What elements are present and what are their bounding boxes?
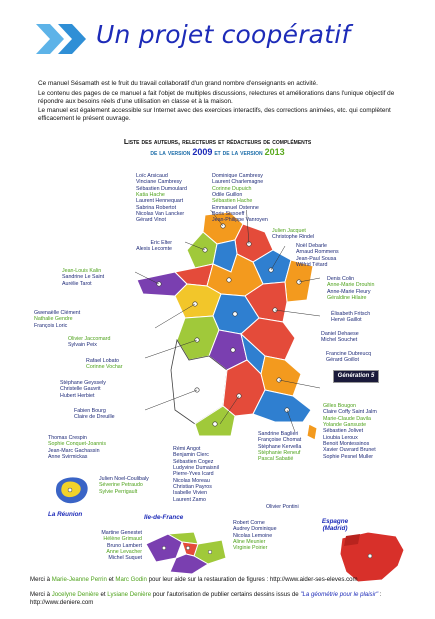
name-entry: Robert Corne <box>233 520 265 526</box>
name-entry: Séverine Petraudo <box>99 482 143 489</box>
name-entry: Christelle Gauvrit <box>60 386 101 393</box>
name-entry: Hervé Gaillot <box>331 317 362 324</box>
year-2013: 2013 <box>264 147 285 157</box>
name-entry: Nicolas Lemoine <box>233 532 273 539</box>
intro-paragraph: Le contenu des pages de ce manuel a fait l'objet de multiples discussions, relectures et améliorations dans l'unique objectif de répondre aux besoins réels d'une utilisation en classe et à la maison. <box>38 89 395 105</box>
name-entry: Sébastien Hache <box>212 198 253 205</box>
name-entry: Emmanuel Ostenne <box>212 204 259 211</box>
name-entry: Aurélie Tarot <box>62 280 92 287</box>
name-group <box>212 173 268 224</box>
name-entry: Vinciane Cambresy <box>136 179 182 186</box>
reunion-label: La Réunion <box>48 511 83 518</box>
name-group <box>331 311 370 324</box>
name-entry: Marie-Claude Davila <box>323 415 371 422</box>
name-entry: Merci à <box>30 576 50 583</box>
name-entry: Lysiane Denière <box>107 591 152 598</box>
name-entry: Bruno Lambert <box>106 542 142 549</box>
name-entry: "La géométrie pour le plaisir" <box>300 591 379 598</box>
name-entry: pour l'autorisation de publier certains dessins issus de <box>152 591 299 598</box>
name-entry: Gilles Bougon <box>323 403 356 409</box>
name-entry: Christian Payros <box>173 484 212 491</box>
name-entry: Marie-Jeanne Perrin <box>51 576 107 583</box>
name-entry: Martine Genestet <box>101 530 142 536</box>
name-group <box>136 173 187 224</box>
name-entry: Francine Dubreucq <box>326 351 372 357</box>
name-entry: Nicolas Van Lancker <box>136 211 185 218</box>
name-entry: Sébastien Jolivet <box>323 428 364 435</box>
intro-paragraph: Le manuel est également accessible sur Internet avec des exercices interactifs, des corrections animées, etc. qui complètent efficacement le présent ouvrage. <box>38 107 391 123</box>
name-entry: Laurent Zamo <box>173 496 206 503</box>
name-entry: Denis Colin <box>327 276 355 282</box>
name-entry: Rafael Lobato <box>86 358 119 364</box>
name-entry: Michel Suquet <box>108 555 142 562</box>
name-entry: Sandrine Baglieri <box>258 431 299 437</box>
name-group <box>120 240 172 253</box>
generation5-logo: Génération 5 <box>333 370 379 383</box>
name-entry: Sandrine Le Saint <box>62 274 105 281</box>
name-group <box>258 431 301 463</box>
name-entry: Daniel Dehaese <box>321 331 359 337</box>
name-entry: Julien Noel-Coulibaly <box>99 476 149 482</box>
name-entry: Virginie Poirier <box>233 545 268 552</box>
thanks-line-1 <box>30 576 358 584</box>
name-group <box>48 435 106 460</box>
name-entry: Audrey Dominique <box>233 526 277 533</box>
name-entry: Françoise Chomat <box>258 437 302 444</box>
name-entry: Noël Debarle <box>296 243 327 249</box>
name-entry: Gérard Goillot <box>326 357 359 364</box>
name-entry: Sophie Conquet-Joannis <box>48 441 107 448</box>
reunion-island <box>50 474 92 506</box>
name-entry: Stéphane Geyssely <box>60 380 106 386</box>
name-entry: Benoit Montessinos <box>323 441 370 448</box>
name-entry: Anne Svirmickas <box>48 454 88 461</box>
idf-label: Ile-de-France <box>144 514 184 521</box>
name-entry: pour leur aide sur la restauration de figures : http://www.aider-ses-eleves.com <box>148 576 358 583</box>
name-entry: Gwenaëlle Clément <box>34 310 81 316</box>
name-entry: Ludyvine Dumaisnil <box>173 465 219 472</box>
name-group <box>233 520 277 552</box>
name-entry: et <box>100 591 106 598</box>
name-entry: Sylvie Perrigault <box>99 488 138 495</box>
name-group <box>272 228 314 241</box>
name-entry: Hubert Herbiet <box>60 392 95 399</box>
name-entry: Stéphanie Reneuf <box>258 450 301 457</box>
name-entry: Pierre-Yves Icard <box>173 471 214 478</box>
name-group <box>326 351 371 364</box>
name-entry: Anne Levacher <box>106 549 142 556</box>
list-heading-line2 <box>40 147 395 159</box>
name-entry: Claire de Dreuille <box>74 414 115 421</box>
map-region <box>307 424 317 440</box>
name-entry: Stéphane Kervella <box>258 443 302 450</box>
name-group <box>62 268 104 287</box>
name-entry: Jean-Philippe Vanroyen <box>212 217 268 224</box>
name-entry: Corinne Dupuich <box>212 185 252 192</box>
name-entry: Claire Coffy Saint Jalm <box>323 409 377 416</box>
name-entry: Fabien Bourg <box>74 408 106 414</box>
page-title: Un projet coopératif <box>96 20 351 49</box>
name-entry: Espagne <box>321 518 349 525</box>
name-entry: Benjamin Clerc <box>173 452 209 459</box>
name-entry: Eric Elter <box>150 240 172 246</box>
thanks-line-2 <box>30 591 410 607</box>
idf-map <box>142 528 228 576</box>
name-entry: Odile Guillon <box>212 192 243 199</box>
name-group <box>99 476 149 495</box>
name-entry: Corinne Vochar <box>86 364 123 371</box>
year-2009: 2009 <box>192 147 213 157</box>
name-entry: François Loric <box>34 322 68 329</box>
name-entry: Loïc Arsicaud <box>136 173 168 179</box>
name-entry: Xavier Ouvrard Brunet <box>323 447 376 454</box>
list-heading <box>40 137 395 159</box>
name-entry: Arnaud Rommens <box>296 249 339 256</box>
name-entry: Olivier Pontini <box>266 504 299 510</box>
name-entry: Michel Souchet <box>321 337 358 344</box>
name-entry: Jean-Marc Gachassin <box>48 447 100 454</box>
name-entry: Sébastien Dumoulard <box>136 185 187 192</box>
name-entry: Yolande Gansuste <box>323 422 367 429</box>
name-entry: de la version <box>150 150 191 157</box>
list-heading-line1: Liste des auteurs, relecteurs et rédacteurs de compléments <box>123 137 312 146</box>
name-entry: Gérard Vinot <box>136 217 166 224</box>
name-entry: Wilfrid Tétard <box>296 262 328 269</box>
name-group <box>296 243 339 268</box>
name-entry: Sophie Pesnel Muller <box>323 453 374 460</box>
name-entry: Rémi Angot <box>173 446 201 452</box>
name-entry: et de la version <box>214 150 263 157</box>
name-group <box>323 403 377 460</box>
name-entry: Jean-Paul Sousa <box>296 255 337 262</box>
name-entry: Sébastien Cogez <box>173 458 214 465</box>
name-entry: Hélène Grimaud <box>103 536 142 543</box>
name-group <box>60 380 106 399</box>
name-group <box>74 408 115 421</box>
intro-text <box>38 80 398 125</box>
name-group <box>321 331 359 344</box>
name-group <box>68 336 110 349</box>
name-group <box>173 446 219 503</box>
name-entry: Sabrina Robertot <box>136 204 177 211</box>
name-entry: Géraldine Hilaire <box>327 295 367 302</box>
name-entry: Marc Godin <box>115 576 147 583</box>
name-entry: Jocelyne Denière <box>51 591 99 598</box>
name-entry: Isabelle Vivien <box>173 490 208 497</box>
name-entry: Anne-Marie Fleury <box>327 288 371 295</box>
name-group <box>266 504 299 510</box>
name-entry: Thomas Crespin <box>48 435 87 441</box>
name-entry: Boris Sissoeff <box>212 211 245 218</box>
name-entry: Alexis Lecomte <box>136 246 172 253</box>
name-entry: Dominique Cambresy <box>212 173 263 179</box>
name-entry: (Madrid) <box>322 525 348 532</box>
chevron-arrows-icon <box>34 22 90 56</box>
name-entry: Pascal Sabatié <box>258 456 294 463</box>
name-entry: Sylvain Peix <box>68 342 97 349</box>
name-entry: Anne-Marie Drouhin <box>327 282 375 289</box>
name-entry: et <box>108 576 114 583</box>
name-entry: Élisabeth Fritsch <box>331 311 371 317</box>
name-entry: Julien Jacquet <box>272 228 306 234</box>
name-entry: Nathalie Gendre <box>34 316 73 323</box>
intro-paragraph: Ce manuel Sésamath est le fruit du travail collaboratif d'un grand nombre d'enseignants en activité. <box>38 80 318 87</box>
name-entry: Lioubia Leroux <box>323 434 358 441</box>
name-entry: Jean-Louis Kalin <box>62 268 102 274</box>
name-group <box>34 310 80 329</box>
name-group <box>60 530 142 562</box>
name-entry: Laurent Hennequart <box>136 198 184 205</box>
name-entry: Katia Hache <box>136 192 165 199</box>
name-entry: Laurent Charlemagne <box>212 179 264 186</box>
name-entry: Christophe Rindel <box>272 234 315 241</box>
name-group <box>86 358 123 371</box>
name-group <box>327 276 374 301</box>
name-entry: Nicolas Moreau <box>173 477 210 484</box>
name-entry: Aline Meunier <box>233 539 266 546</box>
name-entry: : http://www.deniere.com <box>30 591 382 606</box>
name-entry: Merci à <box>30 591 50 598</box>
name-entry: Olivier Jaccomard <box>68 336 111 342</box>
